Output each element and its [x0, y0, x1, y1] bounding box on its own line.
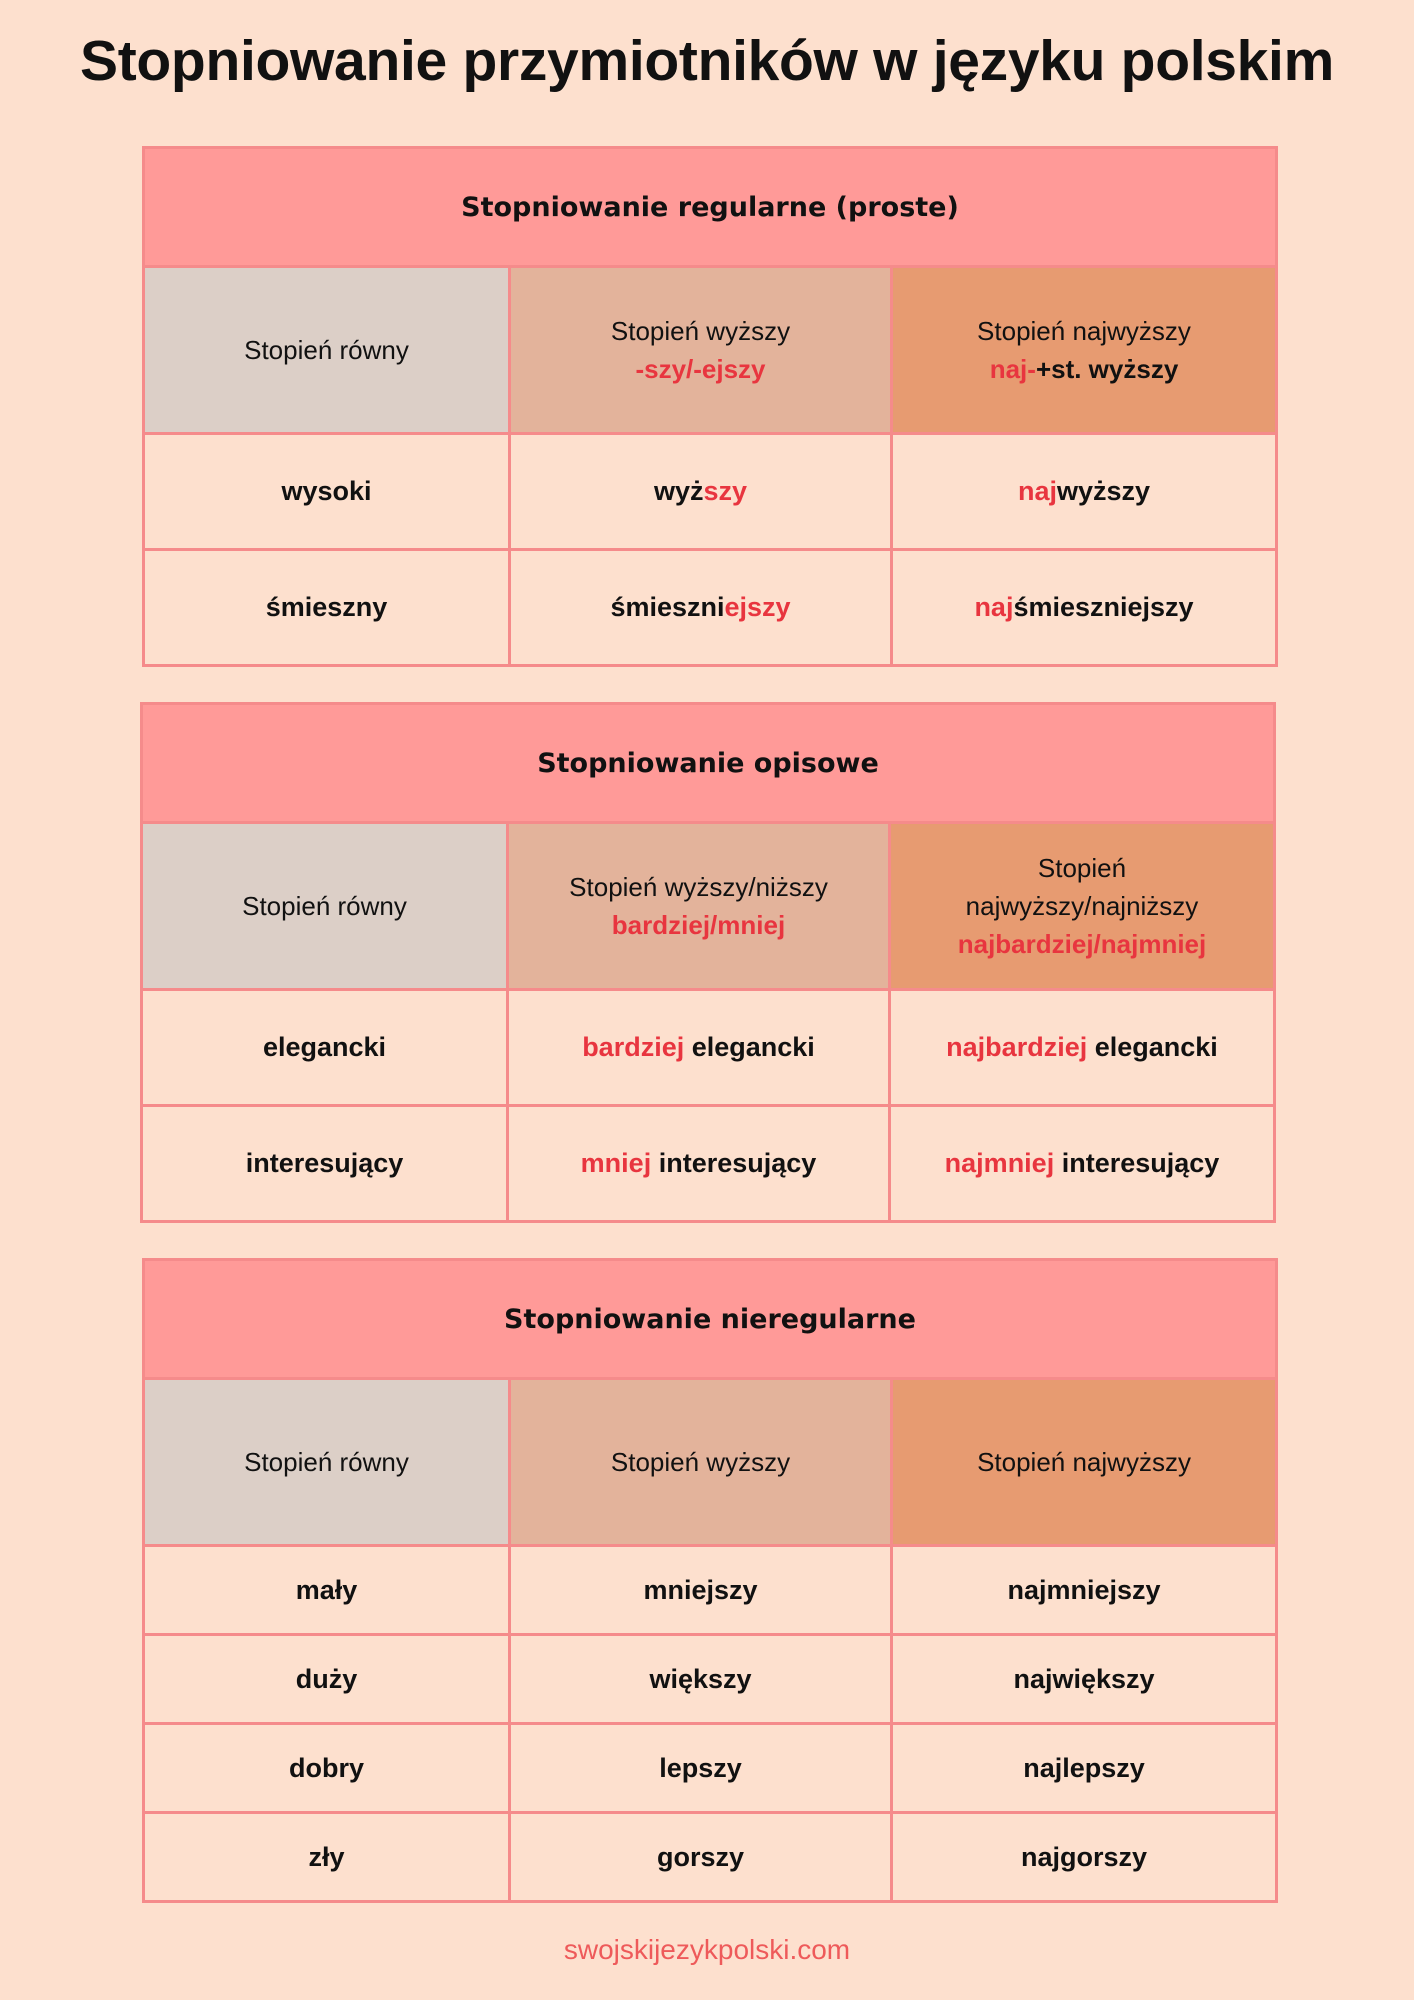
table-row [144, 1724, 1277, 1813]
table-row [144, 1813, 1277, 1902]
comparative-rule: bardziej/mniej [611, 910, 786, 940]
header-positive: Stopień równy [144, 267, 510, 434]
irregular-table [142, 1258, 1278, 1903]
superlative-cell: najśmieszniejszy [892, 550, 1277, 666]
superlative-cell: największy [892, 1635, 1277, 1724]
header-superlative: Stopień najwyższy [892, 1379, 1277, 1546]
comparative-cell: gorszy [510, 1813, 892, 1902]
superlative-cell: najwyższy [892, 434, 1277, 550]
header-superlative: Stopień najwyższy/najniższy najbardziej/najmniej [890, 823, 1275, 990]
comparative-cell: śmieszniejszy [510, 550, 892, 666]
descriptive-table [140, 702, 1276, 1223]
superlative-rule: najbardziej/najmniej [957, 929, 1207, 959]
comparative-cell: lepszy [510, 1724, 892, 1813]
comparative-cell: wyższy [510, 434, 892, 550]
positive-cell: wysoki [144, 434, 510, 550]
superlative-cell: najgorszy [892, 1813, 1277, 1902]
footer-link[interactable]: swojskijezykpolski.com [563, 1934, 851, 1965]
superlative-cell: najlepszy [892, 1724, 1277, 1813]
table-row [144, 1635, 1277, 1724]
positive-cell: śmieszny [144, 550, 510, 666]
header-superlative: Stopień najwyższy naj-+st. wyższy [892, 267, 1277, 434]
comparative-cell: bardziej elegancki [508, 990, 890, 1106]
table-row [142, 990, 1275, 1106]
table-row [144, 550, 1277, 666]
header-comparative: Stopień wyższy/niższy bardziej/mniej [508, 823, 890, 990]
positive-cell: mały [144, 1546, 510, 1635]
page-title: Stopniowanie przymiotników w języku polskim [80, 29, 1334, 93]
positive-cell: interesujący [142, 1106, 508, 1222]
comparative-cell: większy [510, 1635, 892, 1724]
section-title: Stopniowanie nieregularne [144, 1260, 1277, 1379]
positive-cell: dobry [144, 1724, 510, 1813]
section-title: Stopniowanie opisowe [142, 704, 1275, 823]
table-row [142, 1106, 1275, 1222]
superlative-cell: najbardziej elegancki [890, 990, 1275, 1106]
table-row [144, 1546, 1277, 1635]
comparative-cell: mniej interesujący [508, 1106, 890, 1222]
superlative-cell: najmniej interesujący [890, 1106, 1275, 1222]
superlative-rule-rest: +st. wyższy [1035, 354, 1179, 384]
positive-cell: elegancki [142, 990, 508, 1106]
comparative-cell: mniejszy [510, 1546, 892, 1635]
table-row [144, 434, 1277, 550]
positive-cell: duży [144, 1635, 510, 1724]
superlative-cell: najmniejszy [892, 1546, 1277, 1635]
comparative-rule: -szy/-ejszy [635, 354, 766, 384]
regular-table [142, 146, 1278, 667]
header-comparative: Stopień wyższy -szy/-ejszy [510, 267, 892, 434]
positive-cell: zły [144, 1813, 510, 1902]
header-positive: Stopień równy [142, 823, 508, 990]
header-comparative: Stopień wyższy [510, 1379, 892, 1546]
header-positive: Stopień równy [144, 1379, 510, 1546]
superlative-rule-prefix: naj- [989, 354, 1036, 384]
section-title: Stopniowanie regularne (proste) [144, 148, 1277, 267]
